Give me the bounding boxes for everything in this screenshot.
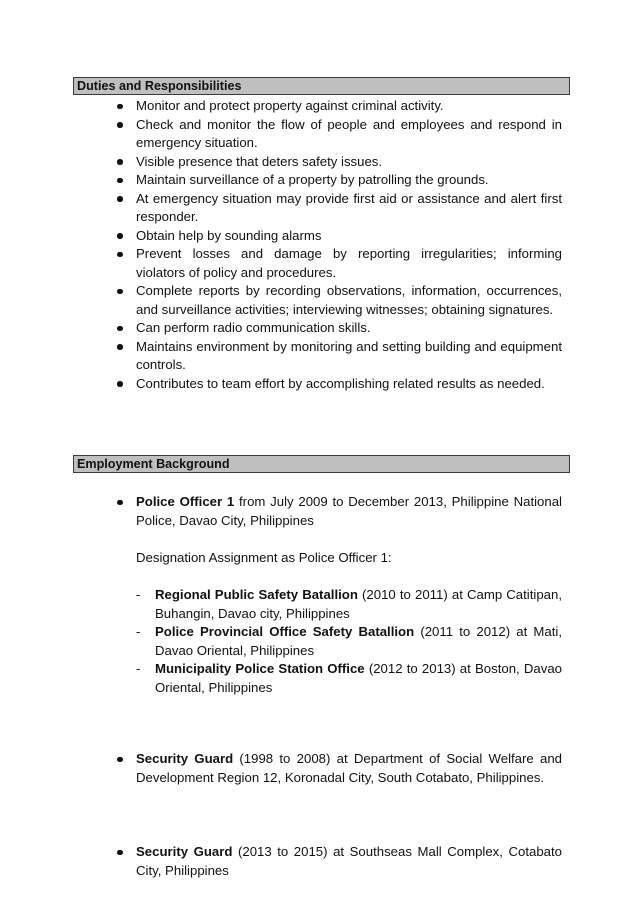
job-security-guard-dswd (136, 750, 562, 787)
assignment-item (136, 660, 562, 697)
job-detail: from July 2009 to December 2013, Philippine National Police, Davao City, Philippines (136, 494, 562, 528)
job-title: Police Officer 1 (136, 494, 235, 509)
job-security-guard-mall (136, 843, 562, 880)
assignment-unit: Municipality Police Station Office (155, 661, 365, 676)
employment-heading: Employment Background (73, 455, 570, 473)
assignment-detail: (2010 to 2011) at Camp Catitipan, Buhangin, Davao city, Philippines (155, 587, 562, 621)
list-item: Contributes to team effort by accomplishing related results as needed. (136, 375, 562, 394)
list-item: Visible presence that deters safety issues. (136, 153, 562, 172)
list-item: Can perform radio communication skills. (136, 319, 562, 338)
list-item: At emergency situation may provide first aid or assistance and alert first responder. (136, 190, 562, 227)
job-detail: (2013 to 2015) at Southseas Mall Complex, Cotabato City, Philippines (136, 844, 562, 878)
list-item: Maintain surveillance of a property by patrolling the grounds. (136, 171, 562, 190)
dash-marker: - (136, 661, 141, 676)
job-title: Security Guard (136, 844, 233, 859)
job-title: Security Guard (136, 751, 234, 766)
job-police-officer (136, 493, 562, 530)
duties-heading: Duties and Responsibilities (73, 77, 570, 95)
assignment-detail: (2012 to 2013) at Boston, Davao Oriental, Philippines (155, 661, 562, 695)
assignment-list (136, 586, 562, 697)
designation-label: Designation Assignment as Police Officer 1: (136, 550, 392, 565)
dash-marker: - (136, 587, 141, 602)
duties-list (136, 97, 562, 393)
list-item: Check and monitor the flow of people and employees and respond in emergency situation. (136, 116, 562, 153)
list-item: Maintains environment by monitoring and setting building and equipment controls. (136, 338, 562, 375)
assignment-item (136, 623, 562, 660)
assignment-unit: Regional Public Safety Batallion (155, 587, 358, 602)
assignment-item (136, 586, 562, 623)
list-item: Monitor and protect property against criminal activity. (136, 97, 562, 116)
job-detail: (1998 to 2008) at Department of Social Welfare and Development Region 12, Koronadal City, South Cotabato, Philippines. (136, 751, 562, 785)
assignment-detail: (2011 to 2012) at Mati, Davao Oriental, Philippines (155, 624, 562, 658)
assignment-unit: Police Provincial Office Safety Batallion (155, 624, 415, 639)
list-item: Complete reports by recording observations, information, occurrences, and surveillance activities; interviewing witnesses; obtaining signatures. (136, 282, 562, 319)
list-item: Obtain help by sounding alarms (136, 227, 562, 246)
dash-marker: - (136, 624, 141, 639)
list-item: Prevent losses and damage by reporting irregularities; informing violators of policy and procedures. (136, 245, 562, 282)
